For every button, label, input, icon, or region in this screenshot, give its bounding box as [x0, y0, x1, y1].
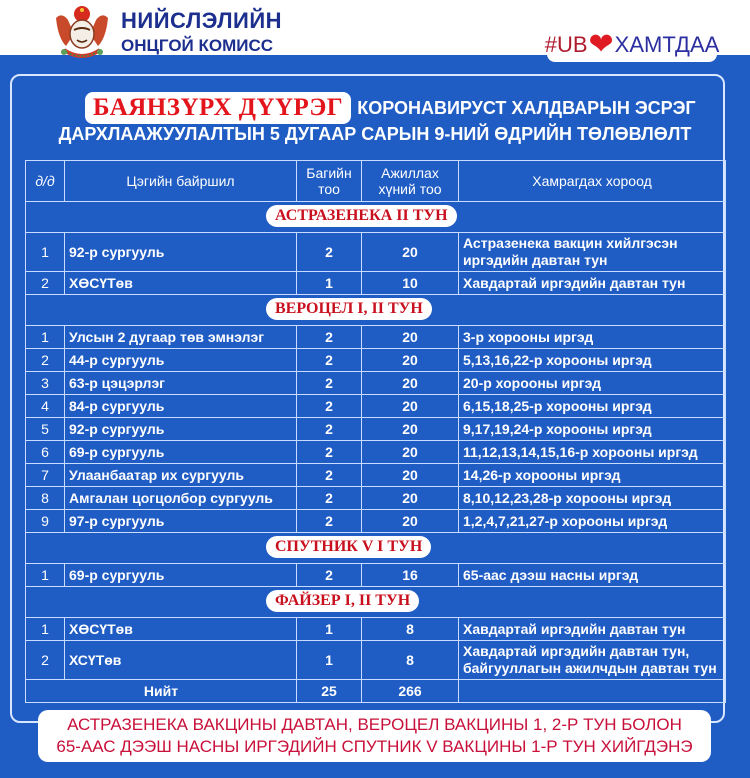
section-title: ВЕРОЦЕЛ I, II ТУН — [266, 298, 432, 320]
row-teams: 2 — [297, 487, 362, 510]
row-location: 44-р сургууль — [65, 349, 297, 372]
row-number: 1 — [26, 564, 65, 587]
title-line1-rest: КОРОНАВИРУСТ ХАЛДВАРЫН ЭСРЭГ — [357, 97, 696, 118]
table-row — [26, 618, 726, 641]
total-label: Нийт — [26, 680, 297, 703]
row-location: Улсын 2 дугаар төв эмнэлэг — [65, 326, 297, 349]
row-location: ХӨСҮТөв — [65, 618, 297, 641]
row-workers: 20 — [362, 487, 459, 510]
table-row — [26, 233, 726, 272]
table-header-row — [26, 161, 726, 202]
row-coverage: Астразенека вакцин хийлгэсэн иргэдийн давтан тун — [459, 233, 726, 272]
row-workers: 20 — [362, 326, 459, 349]
row-location: Амгалан цогцолбор сургууль — [65, 487, 297, 510]
row-coverage: 3-р хорооны иргэд — [459, 326, 726, 349]
row-location: 69-р сургууль — [65, 564, 297, 587]
row-number: 6 — [26, 441, 65, 464]
header-workers-l1: Ажиллах — [381, 165, 439, 181]
table-row — [26, 641, 726, 680]
section-cell — [26, 587, 726, 618]
row-number: 2 — [26, 641, 65, 680]
row-coverage: 5,13,16,22-р хорооны иргэд — [459, 349, 726, 372]
row-teams: 2 — [297, 326, 362, 349]
header-teams — [297, 161, 362, 202]
row-coverage: 14,26-р хорооны иргэд — [459, 464, 726, 487]
row-teams: 2 — [297, 395, 362, 418]
section-header-row — [26, 533, 726, 564]
row-coverage: Хавдартай иргэдийн давтан тун, байгууллагын ажилчдын давтан тун — [459, 641, 726, 680]
section-title: СПУТНИК V I ТУН — [266, 536, 431, 558]
row-teams: 1 — [297, 641, 362, 680]
table-row — [26, 441, 726, 464]
header-teams-l1: Багийн — [306, 165, 352, 181]
hashtag-prefix: #UB — [544, 32, 588, 57]
header-workers — [362, 161, 459, 202]
table-row — [26, 464, 726, 487]
section-cell — [26, 295, 726, 326]
section-cell — [26, 202, 726, 233]
section-cell — [26, 533, 726, 564]
section-header-row — [26, 587, 726, 618]
section-header-row — [26, 295, 726, 326]
row-workers: 20 — [362, 233, 459, 272]
org-name-line1: НИЙСЛЭЛИЙН — [121, 8, 283, 33]
row-location: 97-р сургууль — [65, 510, 297, 533]
row-workers: 8 — [362, 618, 459, 641]
row-location: 69-р сургууль — [65, 441, 297, 464]
row-teams: 1 — [297, 272, 362, 295]
row-workers: 20 — [362, 395, 459, 418]
row-number: 2 — [26, 272, 65, 295]
table-row — [26, 372, 726, 395]
section-wrap — [26, 202, 725, 232]
row-workers: 20 — [362, 418, 459, 441]
org-name — [121, 10, 282, 54]
header-num: д/д — [26, 161, 65, 202]
row-coverage: 20-р хорооны иргэд — [459, 372, 726, 395]
row-number: 4 — [26, 395, 65, 418]
table-row — [26, 487, 726, 510]
footer-note — [38, 710, 711, 762]
header-location: Цэгийн байршил — [65, 161, 297, 202]
row-location: 84-р сургууль — [65, 395, 297, 418]
row-location: 63-р цэцэрлэг — [65, 372, 297, 395]
row-teams: 2 — [297, 418, 362, 441]
footer-line1: АСТРАЗЕНЕКА ВАКЦИНЫ ДАВТАН, ВЕРОЦЕЛ ВАКЦИНЫ 1, 2-Р ТУН БОЛОН — [67, 715, 682, 734]
row-workers: 8 — [362, 641, 459, 680]
hashtag-badge — [544, 28, 720, 62]
section-wrap — [26, 587, 725, 617]
district-name: БАЯНЗҮРХ ДҮҮРЭГ — [85, 92, 351, 124]
row-coverage: 9,17,19,24-р хорооны иргэд — [459, 418, 726, 441]
row-location: Улаанбаатар их сургууль — [65, 464, 297, 487]
row-teams: 1 — [297, 618, 362, 641]
row-coverage: 1,2,4,7,21,27-р хорооны иргэд — [459, 510, 726, 533]
row-workers: 20 — [362, 349, 459, 372]
row-coverage: 65-аас дээш насны иргэд — [459, 564, 726, 587]
row-number: 1 — [26, 233, 65, 272]
row-number: 1 — [26, 618, 65, 641]
section-header-row — [26, 202, 726, 233]
row-coverage: 6,15,18,25-р хорооны иргэд — [459, 395, 726, 418]
row-number: 7 — [26, 464, 65, 487]
header-workers-l2: хүний тоо — [378, 181, 442, 197]
section-wrap — [26, 295, 725, 325]
heart-icon: ❤ — [588, 28, 614, 61]
total-row — [26, 680, 726, 703]
row-location: ХӨСҮТөв — [65, 272, 297, 295]
table-row — [26, 418, 726, 441]
footer-line2: 65-ААС ДЭЭШ НАСНЫ ИРГЭДИЙН СПУТНИК V ВАКЦИНЫ 1-Р ТУН ХИЙГДЭНЭ — [56, 737, 693, 756]
row-number: 3 — [26, 372, 65, 395]
org-name-line2: ОНЦГОЙ КОМИСС — [121, 36, 274, 55]
total-workers: 266 — [362, 680, 459, 703]
row-workers: 16 — [362, 564, 459, 587]
vaccination-plan-table — [25, 160, 726, 703]
total-teams: 25 — [297, 680, 362, 703]
section-title: ФАЙЗЕР I, II ТУН — [266, 590, 419, 612]
title-line1 — [85, 92, 696, 124]
section-wrap — [26, 533, 725, 563]
table-row — [26, 564, 726, 587]
row-workers: 20 — [362, 441, 459, 464]
section-title: АСТРАЗЕНЕКА II ТУН — [266, 205, 457, 227]
row-teams: 2 — [297, 510, 362, 533]
row-workers: 10 — [362, 272, 459, 295]
row-workers: 20 — [362, 464, 459, 487]
row-number: 1 — [26, 326, 65, 349]
table-row — [26, 326, 726, 349]
table-row — [26, 510, 726, 533]
row-coverage: 11,12,13,14,15,16-р хорооны иргэд — [459, 441, 726, 464]
row-workers: 20 — [362, 372, 459, 395]
row-teams: 2 — [297, 372, 362, 395]
total-coverage — [459, 680, 726, 703]
header-coverage: Хамрагдах хороод — [459, 161, 726, 202]
row-location: ХСҮТөв — [65, 641, 297, 680]
header-teams-l2: тоо — [318, 181, 340, 197]
row-number: 5 — [26, 418, 65, 441]
row-number: 2 — [26, 349, 65, 372]
row-location: 92-р сургууль — [65, 233, 297, 272]
row-number: 9 — [26, 510, 65, 533]
row-number: 8 — [26, 487, 65, 510]
row-teams: 2 — [297, 349, 362, 372]
title-line2: ДАРХЛААЖУУЛАЛТЫН 5 ДУГААР САРЫН 9-НИЙ ӨДРИЙН ТӨЛӨВЛӨЛТ — [58, 124, 692, 144]
table-row — [26, 272, 726, 295]
row-coverage: Хавдартай иргэдийн давтан тун — [459, 618, 726, 641]
coat-of-arms-icon — [52, 4, 112, 64]
hashtag-suffix: ХАМТДАА — [614, 32, 720, 57]
row-teams: 2 — [297, 564, 362, 587]
row-teams: 2 — [297, 464, 362, 487]
row-teams: 2 — [297, 441, 362, 464]
table-row — [26, 349, 726, 372]
row-workers: 20 — [362, 510, 459, 533]
row-location: 92-р сургууль — [65, 418, 297, 441]
row-coverage: 8,10,12,23,28-р хорооны иргэд — [459, 487, 726, 510]
row-teams: 2 — [297, 233, 362, 272]
row-coverage: Хавдартай иргэдийн давтан тун — [459, 272, 726, 295]
table-row — [26, 395, 726, 418]
